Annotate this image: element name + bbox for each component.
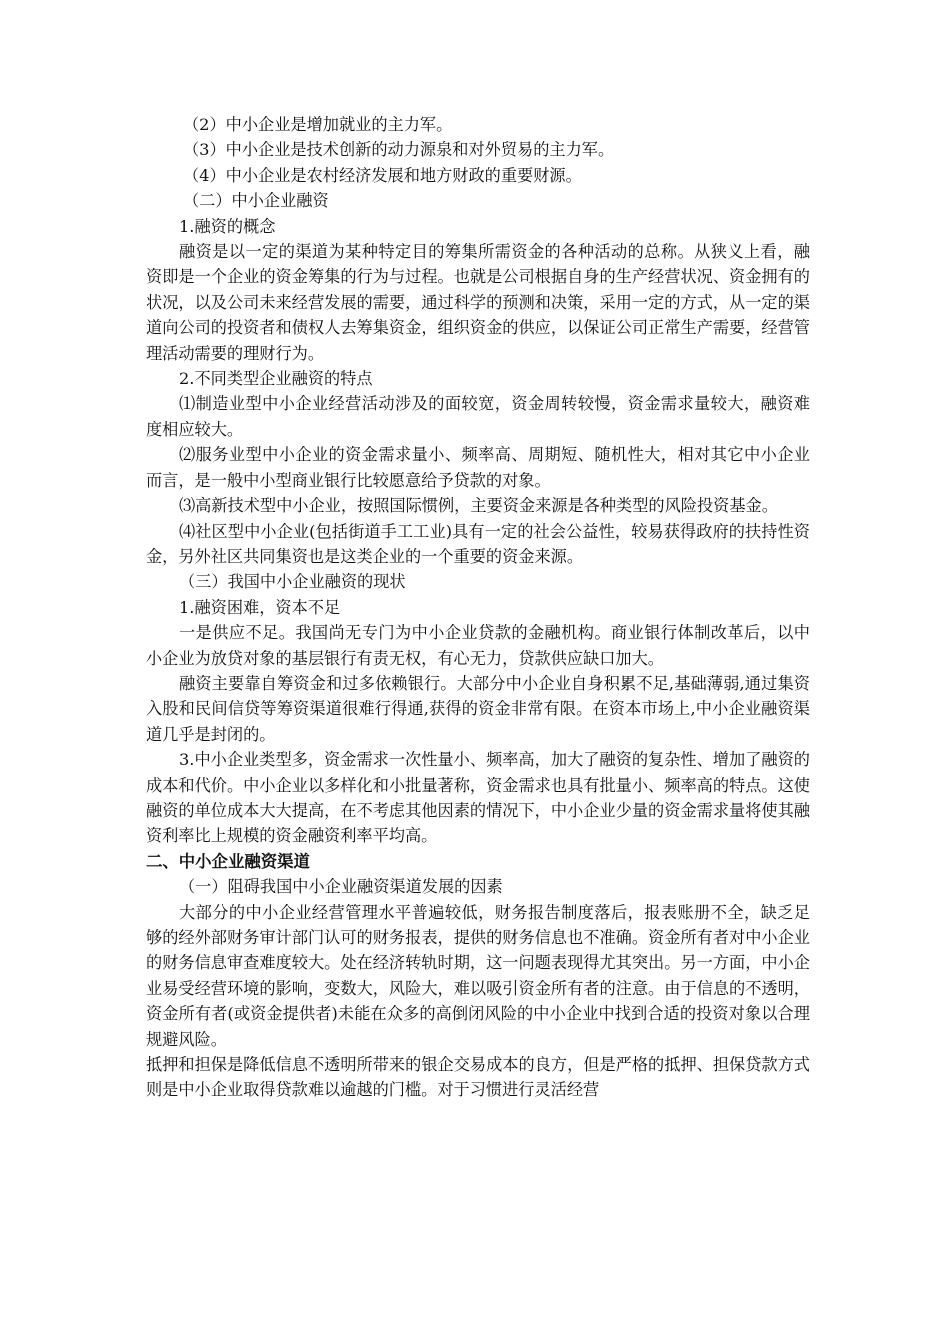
list-item: ⑵服务业型中小企业的资金需求量小、频率高、周期短、随机性大，相对其它中小企业而言，是一般中小型商业银行比较愿意给予贷款的对象。 xyxy=(146,445,810,490)
paragraph: （3）中小企业是技术创新的动力源泉和对外贸易的主力军。 xyxy=(183,140,615,160)
document-body xyxy=(146,112,810,1103)
paragraph: 一是供应不足。我国尚无专门为中小企业贷款的金融机构。商业银行体制改革后，以中小企业为放贷对象的基层银行有责无权，有心无力，贷款供应缺口加大。 xyxy=(146,623,810,668)
list-item: ⑶高新技术型中小企业，按照国际惯例，主要资金来源是各种类型的风险投资基金。 xyxy=(179,496,778,516)
subsection-heading: 1.融资的概念 xyxy=(179,216,276,236)
paragraph: （2）中小企业是增加就业的主力军。 xyxy=(183,115,453,134)
paragraph: （4）中小企业是农村经济发展和地方财政的重要财源。 xyxy=(183,165,582,185)
subsection-heading: 2.不同类型企业融资的特点 xyxy=(179,369,373,389)
list-item: ⑷社区型中小企业(包括街道手工工业)具有一定的社会公益性，较易获得政府的扶持性资金，另外社区共同集资也是这类企业的一个重要的资金来源。 xyxy=(146,521,810,566)
section-heading: （三）我国中小企业融资的现状 xyxy=(179,572,406,592)
chapter-heading: 二、中小企业融资渠道 xyxy=(146,851,310,871)
paragraph: 融资主要靠自筹资金和过多依赖银行。大部分中小企业自身积累不足,基础薄弱,通过集资入股和民间信贷等筹资渠道很难行得通,获得的资金非常有限。在资本市场上,中小企业融资渠道几乎是封闭的。 xyxy=(146,673,810,744)
paragraph: 大部分的中小企业经营管理水平普遍较低，财务报告制度落后，报表账册不全，缺乏足够的经外部财务审计部门认可的财务报表，提供的财务信息也不准确。资金所有者对中小企业的财务信息审查难度较大。处在经济转轨时期，这一问题表现得尤其突出。另一方面，中小企业易受经营环境的影响，变数大，风险大，难以吸引资金所有者的注意。由于信息的不透明，资金所有者(或资金提供者)未能在众多的高倒闭风险的中小企业中找到合适的投资对象以合理规避风险。 xyxy=(146,902,810,1049)
paragraph: 融资是以一定的渠道为某种特定目的筹集所需资金的各种活动的总称。从狭义上看，融资即是一个企业的资金筹集的行为与过程。也就是公司根据自身的生产经营状况、资金拥有的状况，以及公司未来经营发展的需要，通过科学的预测和决策，采用一定的方式，从一定的渠道向公司的投资者和债权人去筹集资金，组织资金的供应，以保证公司正常生产需要，经营管理活动需要的理财行为。 xyxy=(146,242,810,363)
section-heading: （一）阻碍我国中小企业融资渠道发展的因素 xyxy=(179,877,503,897)
section-heading: （二）中小企业融资 xyxy=(183,191,329,211)
subsection-heading: 1.融资困难，资本不足 xyxy=(179,597,341,617)
list-item: ⑴制造业型中小企业经营活动涉及的面较宽，资金周转较慢，资金需求量较大，融资难度相应较大。 xyxy=(146,394,810,439)
paragraph: 抵押和担保是降低信息不透明所带来的银企交易成本的良方，但是严格的抵押、担保贷款方式则是中小企业取得贷款难以逾越的门槛。对于习惯进行灵活经营 xyxy=(146,1055,810,1100)
paragraph: 3.中小企业类型多，资金需求一次性量小、频率高，加大了融资的复杂性、增加了融资的成本和代价。中小企业以多样化和小批量著称，资金需求也具有批量小、频率高的特点。这使融资的单位成本大大提高，在不考虑其他因素的情况下，中小企业少量的资金需求量将使其融资利率比上规模的资金融资利率平均高。 xyxy=(146,750,810,846)
